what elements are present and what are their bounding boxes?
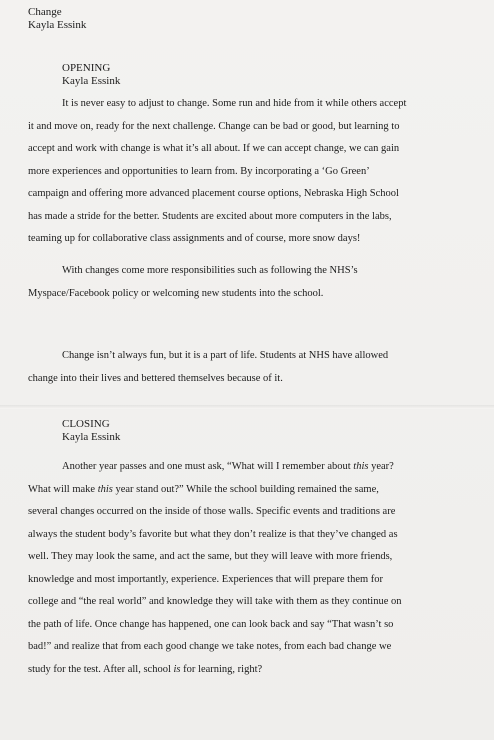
- paragraph-line: well. They may look the same, and act the same, but they will leave with more friends,: [28, 551, 393, 562]
- paragraph-line: campaign and offering more advanced placement course options, Nebraska High School: [28, 188, 399, 199]
- opening-paragraph-3: [28, 345, 468, 390]
- page-fold-divider: [0, 405, 494, 409]
- paragraph-line: With changes come more responsibilities such as following the NHS’s: [62, 265, 358, 276]
- document-header: [28, 6, 86, 32]
- paragraph-line: bad!” and realize that from each good change we take notes, from each bad change we: [28, 641, 392, 652]
- paragraph-line: It is never easy to adjust to change. Some run and hide from it while others accept: [62, 98, 407, 109]
- document-title: Change: [28, 6, 62, 18]
- paragraph-line: What will make this year stand out?” While the school building remained the same,: [28, 483, 379, 495]
- paragraph-line: knowledge and most importantly, experience. Experiences that will prepare them for: [28, 573, 384, 585]
- closing-author: Kayla Essink: [62, 431, 121, 443]
- paragraph-line: college and “the real world” and knowledge they will take with them as they continue on: [28, 596, 402, 607]
- paragraph-line: has made a stride for the better. Students are excited about more computers in the labs,: [28, 210, 392, 222]
- paragraph-line: Change isn’t always fun, but it is a part of life. Students at NHS have allowed: [62, 350, 389, 361]
- opening-paragraph-1: [28, 93, 468, 251]
- opening-paragraph-2: [28, 260, 468, 305]
- opening-author: Kayla Essink: [62, 75, 121, 87]
- paragraph-line: several changes occurred on the inside of those walls. Specific events and traditions are: [28, 506, 396, 517]
- paragraph-line: Myspace/Facebook policy or welcoming new students into the school.: [28, 287, 324, 299]
- paragraph-line: change into their lives and bettered themselves because of it.: [28, 372, 283, 384]
- closing-heading: CLOSING: [62, 418, 110, 430]
- paragraph-line: the path of life. Once change has happened, one can look back and say “That wasn’t so: [28, 618, 394, 630]
- paragraph-line: study for the test. After all, school is for learning, right?: [28, 663, 263, 675]
- paragraph-line: it and move on, ready for the next challenge. Change can be bad or good, but learning to: [28, 120, 400, 132]
- opening-heading-block: [62, 62, 120, 88]
- closing-paragraph-1: [28, 456, 468, 681]
- paragraph-line: teaming up for collaborative class assignments and of course, more snow days!: [28, 233, 361, 244]
- paragraph-line: Another year passes and one must ask, “What will I remember about this year?: [62, 461, 394, 472]
- paragraph-line: more experiences and opportunities to learn from. By incorporating a ‘Go Green’: [28, 165, 370, 177]
- paragraph-line: always the student body’s favorite but what they don’t realize is that they’ve changed as: [28, 528, 398, 540]
- paragraph-line: accept and work with change is what it’s all about. If we can accept change, we can gain: [28, 143, 400, 154]
- opening-heading: OPENING: [62, 62, 111, 74]
- closing-heading-block: [62, 418, 120, 444]
- document-author: Kayla Essink: [28, 19, 87, 31]
